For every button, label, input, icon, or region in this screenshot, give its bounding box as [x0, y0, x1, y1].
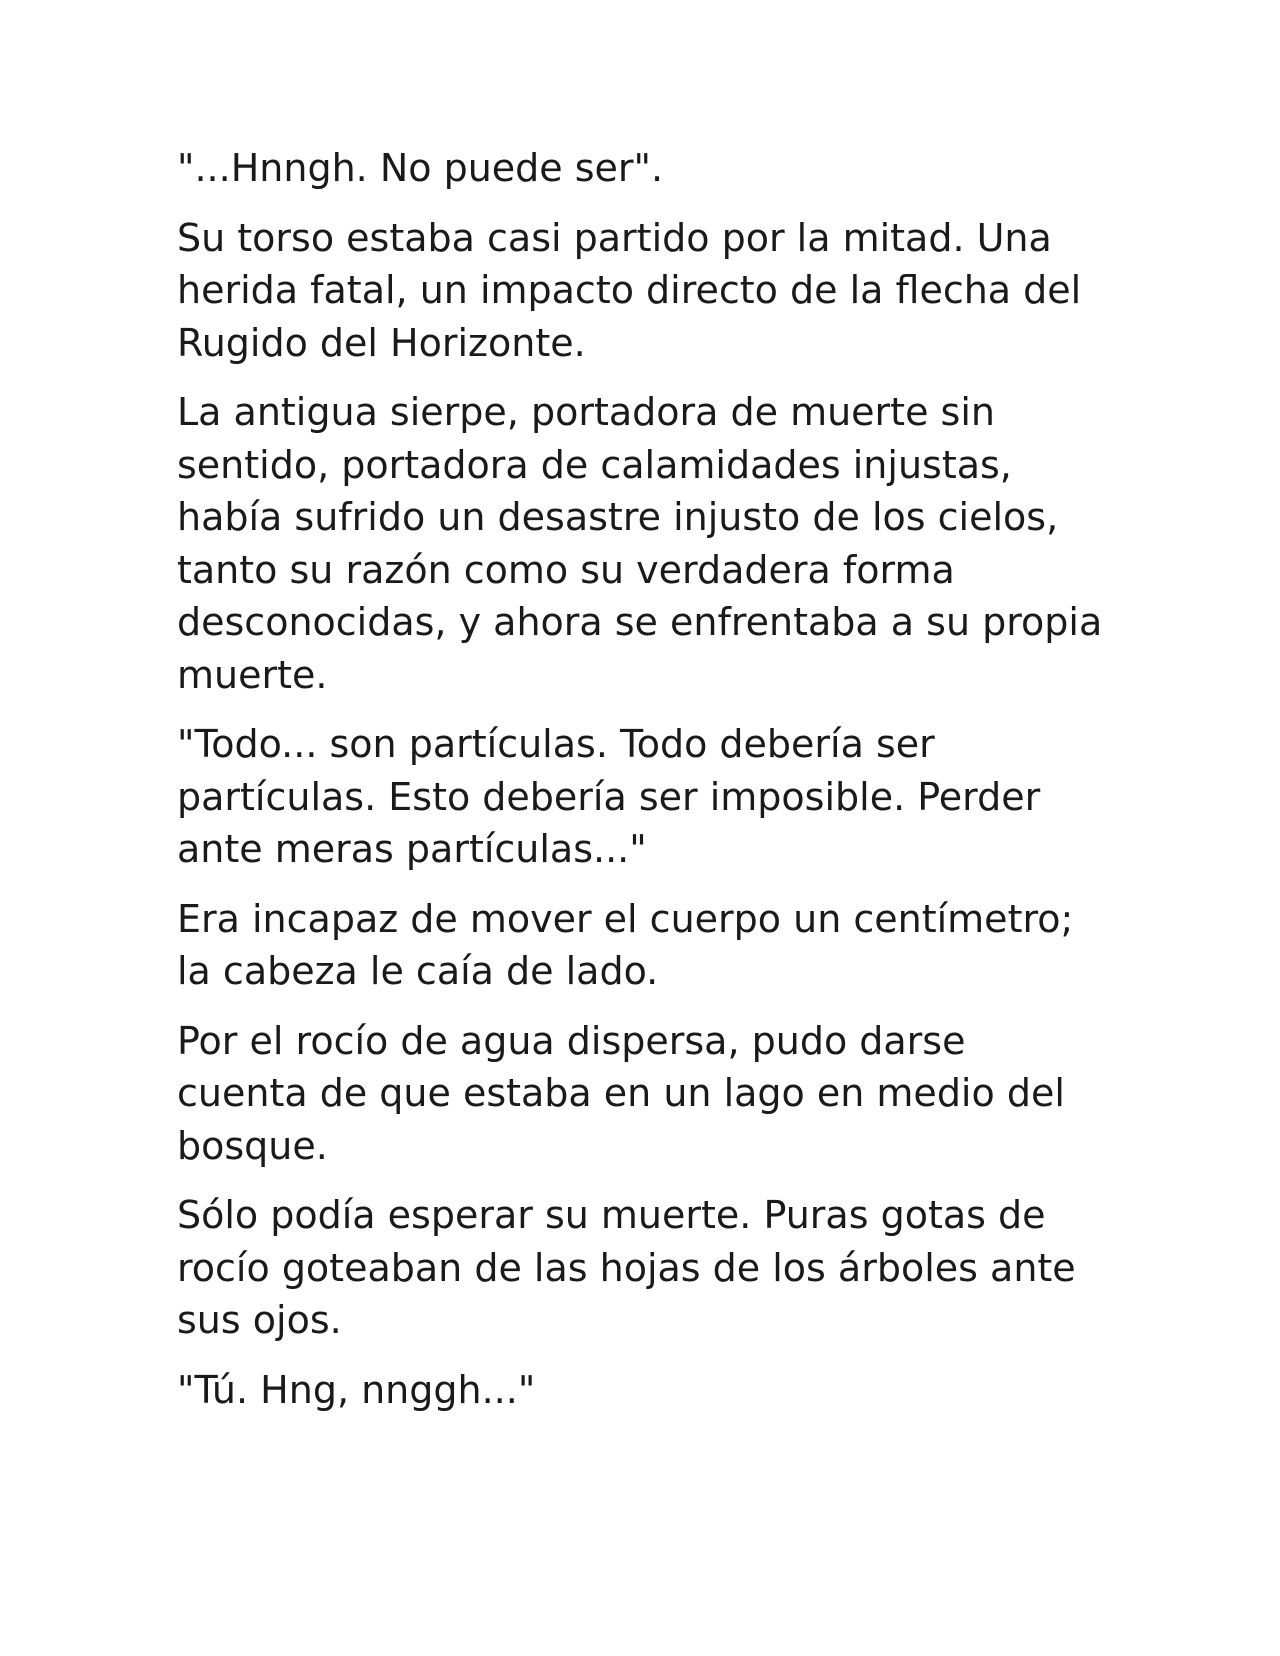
text-line: "...Hnngh. No puede ser". [177, 146, 664, 190]
document-page [177, 142, 1117, 1433]
text-line: Sólo podía esperar su muerte. Puras gotas de [177, 1193, 1046, 1237]
text-line: sus ojos. [177, 1298, 342, 1342]
text-line: "Todo... son partículas. Todo debería ser [177, 722, 935, 766]
text-line: sentido, portadora de calamidades injustas, [177, 442, 1012, 487]
paragraph-5 [177, 893, 1117, 998]
text-line: desconocidas, y ahora se enfrentaba a su propia [177, 600, 1103, 644]
text-line: rocío goteaban de las hojas de los árboles ante [177, 1245, 1076, 1290]
paragraph-7 [177, 1189, 1117, 1347]
text-line: Rugido del Horizonte. [177, 320, 586, 365]
text-line: Por el rocío de agua dispersa, pudo darse [177, 1018, 966, 1063]
text-line: había sufrido un desastre injusto de los cielos, [177, 495, 1059, 539]
paragraph-1 [177, 142, 1117, 195]
paragraph-8 [177, 1364, 1117, 1417]
paragraph-2 [177, 212, 1117, 370]
paragraph-6 [177, 1015, 1117, 1173]
text-line: Era incapaz de mover el cuerpo un centímetro; [177, 896, 1074, 941]
text-line: tanto su razón como su verdadera forma [177, 547, 955, 592]
text-line: bosque. [177, 1123, 328, 1168]
text-line: partículas. Esto debería ser imposible. Perder [177, 774, 1041, 819]
text-line: la cabeza le caía de lado. [177, 949, 659, 993]
paragraph-3 [177, 386, 1117, 701]
text-line: Su torso estaba casi partido por la mitad. Una [177, 215, 1052, 260]
text-line: cuenta de que estaba en un lago en medio del [177, 1071, 1065, 1115]
text-line: ante meras partículas..." [177, 827, 647, 871]
text-line: muerte. [177, 652, 328, 697]
text-line: La antigua sierpe, portadora de muerte sin [177, 390, 995, 434]
text-line: "Tú. Hng, nnggh..." [177, 1367, 536, 1412]
paragraph-4 [177, 718, 1117, 876]
text-line: herida fatal, un impacto directo de la flecha del [177, 268, 1082, 312]
